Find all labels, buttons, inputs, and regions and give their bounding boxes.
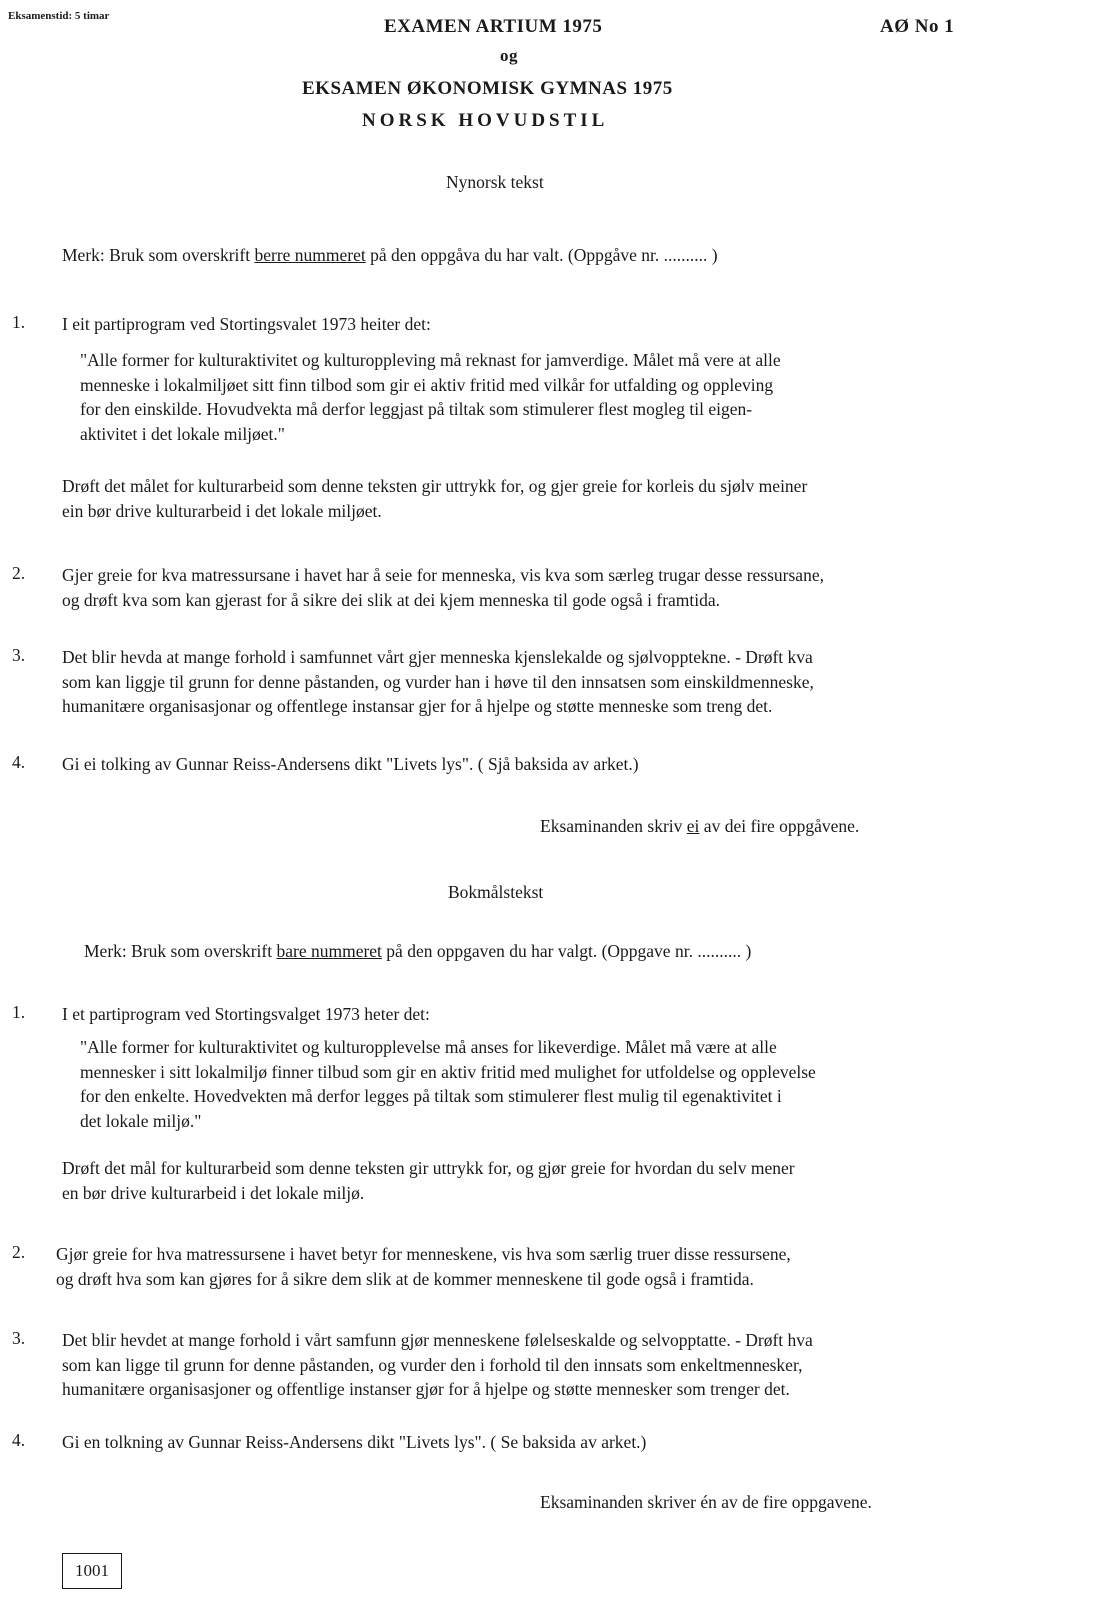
- nynorsk-q1-quote: [80, 348, 781, 446]
- nynorsk-q3: [62, 645, 814, 719]
- quote-line: for den einskilde. Hovudvekta må derfor leggjast på tiltak som stimulerer flest mogleg til eigen-: [80, 399, 753, 419]
- subject-title: NORSK HOVUDSTIL: [362, 110, 609, 131]
- task-line: Drøft det mål for kulturarbeid som denne teksten gir uttrykk for, og gjør greie for hvordan du selv mener: [62, 1158, 795, 1178]
- document-number: 1001: [75, 1561, 109, 1580]
- bokmal-q3-number: 3.: [12, 1328, 26, 1348]
- exam-time: Eksamenstid: 5 timar: [8, 10, 110, 22]
- nynorsk-q4: Gi ei tolking av Gunnar Reiss-Andersens dikt "Livets lys". ( Sjå baksida av arket.): [62, 754, 639, 774]
- bokmal-note-suffix: på den oppgaven du har valgt. (Oppgave nr. .......... ): [381, 941, 752, 961]
- nynorsk-closing-underlined: ei: [686, 816, 700, 836]
- bokmal-q4: Gi en tolkning av Gunnar Reiss-Andersens dikt "Livets lys". ( Se baksida av arket.): [62, 1432, 647, 1452]
- question-line: humanitære organisasjoner og offentlige instanser gjør for å hjelpe og støtte mennesker som trenger det.: [62, 1379, 790, 1399]
- question-line: Det blir hevda at mange forhold i samfunnet vårt gjer menneska kjenslekalde og sjølvopptekne. - Drøft kva: [62, 647, 813, 667]
- nynorsk-note: [62, 243, 718, 267]
- nynorsk-note-suffix: på den oppgåva du har valt. (Oppgåve nr. .......... ): [365, 245, 718, 265]
- bokmal-note-underlined: bare nummeret: [276, 941, 382, 961]
- nynorsk-q4-number: 4.: [12, 752, 26, 772]
- question-line: Gjør greie for hva matressursene i havet betyr for menneskene, vis hva som særlig truer disse ressursene,: [56, 1244, 791, 1264]
- quote-line: "Alle former for kulturaktivitet og kulturoppleving må reknast for jamverdige. Målet må vere at alle: [80, 350, 781, 370]
- question-line: som kan liggje til grunn for denne påstanden, og vurder han i høve til den innsatsen som einskildmenneske,: [62, 671, 814, 692]
- quote-line: aktivitet i det lokale miljøet.": [80, 423, 285, 444]
- bokmal-closing: Eksaminanden skriver én av de fire oppgavene.: [540, 1492, 872, 1512]
- nynorsk-closing-suffix: av dei fire oppgåvene.: [699, 816, 860, 836]
- nynorsk-q2: [62, 563, 824, 612]
- bokmal-note-prefix: Merk: Bruk som overskrift: [84, 941, 277, 961]
- quote-line: menneske i lokalmiljøet sitt finn tilbod som gir ei aktiv fritid med vilkår for utfalding og oppleving: [80, 374, 774, 395]
- nynorsk-q2-number: 2.: [12, 563, 26, 583]
- nynorsk-closing-prefix: Eksaminanden skriv: [540, 816, 687, 836]
- bokmal-q4-number: 4.: [12, 1430, 26, 1450]
- task-line: ein bør drive kulturarbeid i det lokale miljøet.: [62, 500, 382, 521]
- nynorsk-closing: [540, 814, 859, 838]
- bokmal-heading: Bokmålstekst: [448, 882, 544, 902]
- nynorsk-heading: Nynorsk tekst: [446, 172, 544, 192]
- question-line: og drøft hva som kan gjøres for å sikre dem slik at de kommer menneskene til gode også i framtida.: [56, 1268, 754, 1289]
- nynorsk-note-underlined: berre nummeret: [254, 245, 366, 265]
- task-line: en bør drive kulturarbeid i det lokale miljø.: [62, 1182, 365, 1203]
- exam-code: AØ No 1: [880, 16, 955, 37]
- question-line: og drøft kva som kan gjerast for å sikre dei slik at dei kjem menneska til gode også i framtida.: [62, 589, 721, 610]
- bokmal-q1-quote: [80, 1035, 816, 1133]
- question-line: som kan ligge til grunn for denne påstanden, og vurder den i forhold til den innsats som enkeltmennesker,: [62, 1354, 803, 1375]
- quote-line: det lokale miljø.": [80, 1110, 202, 1131]
- quote-line: "Alle former for kulturaktivitet og kulturopplevelse må anses for likeverdige. Målet må være at alle: [80, 1037, 777, 1057]
- bokmal-q1-intro: I et partiprogram ved Stortingsvalget 1973 heter det:: [62, 1004, 430, 1024]
- bokmal-q3: [62, 1328, 813, 1402]
- bokmal-note: [84, 939, 751, 963]
- bokmal-q2-number: 2.: [12, 1242, 26, 1262]
- question-line: humanitære organisasjonar og offentlege instansar gjer for å hjelpe og støtte menneske som treng det.: [62, 696, 773, 716]
- nynorsk-q3-number: 3.: [12, 645, 26, 665]
- question-line: Gjer greie for kva matressursane i havet har å seie for menneska, vis kva som særleg trugar desse ressursane,: [62, 565, 824, 585]
- header-og: og: [500, 46, 518, 65]
- bokmal-q1-number: 1.: [12, 1002, 26, 1022]
- quote-line: for den enkelte. Hovedvekten må derfor legges på tiltak som stimulerer flest mulig til egenaktivitet i: [80, 1086, 782, 1106]
- question-line: Det blir hevdet at mange forhold i vårt samfunn gjør menneskene følelseskalde og selvopptatte. - Drøft hva: [62, 1330, 813, 1350]
- exam-title-2: EKSAMEN ØKONOMISK GYMNAS 1975: [302, 78, 673, 99]
- exam-title: EXAMEN ARTIUM 1975: [384, 16, 603, 37]
- nynorsk-q1-intro: I eit partiprogram ved Stortingsvalet 1973 heiter det:: [62, 314, 431, 334]
- nynorsk-q1-number: 1.: [12, 312, 26, 332]
- task-line: Drøft det målet for kulturarbeid som denne teksten gir uttrykk for, og gjer greie for korleis du sjølv meiner: [62, 476, 808, 496]
- document-number-box: [62, 1553, 122, 1589]
- nynorsk-note-prefix: Merk: Bruk som overskrift: [62, 245, 255, 265]
- nynorsk-q1-task: [62, 474, 807, 523]
- quote-line: mennesker i sitt lokalmiljø finner tilbud som gir en aktiv fritid med mulighet for utfoldelse og opplevelse: [80, 1061, 816, 1082]
- bokmal-q2: [56, 1242, 791, 1291]
- bokmal-q1-task: [62, 1156, 795, 1205]
